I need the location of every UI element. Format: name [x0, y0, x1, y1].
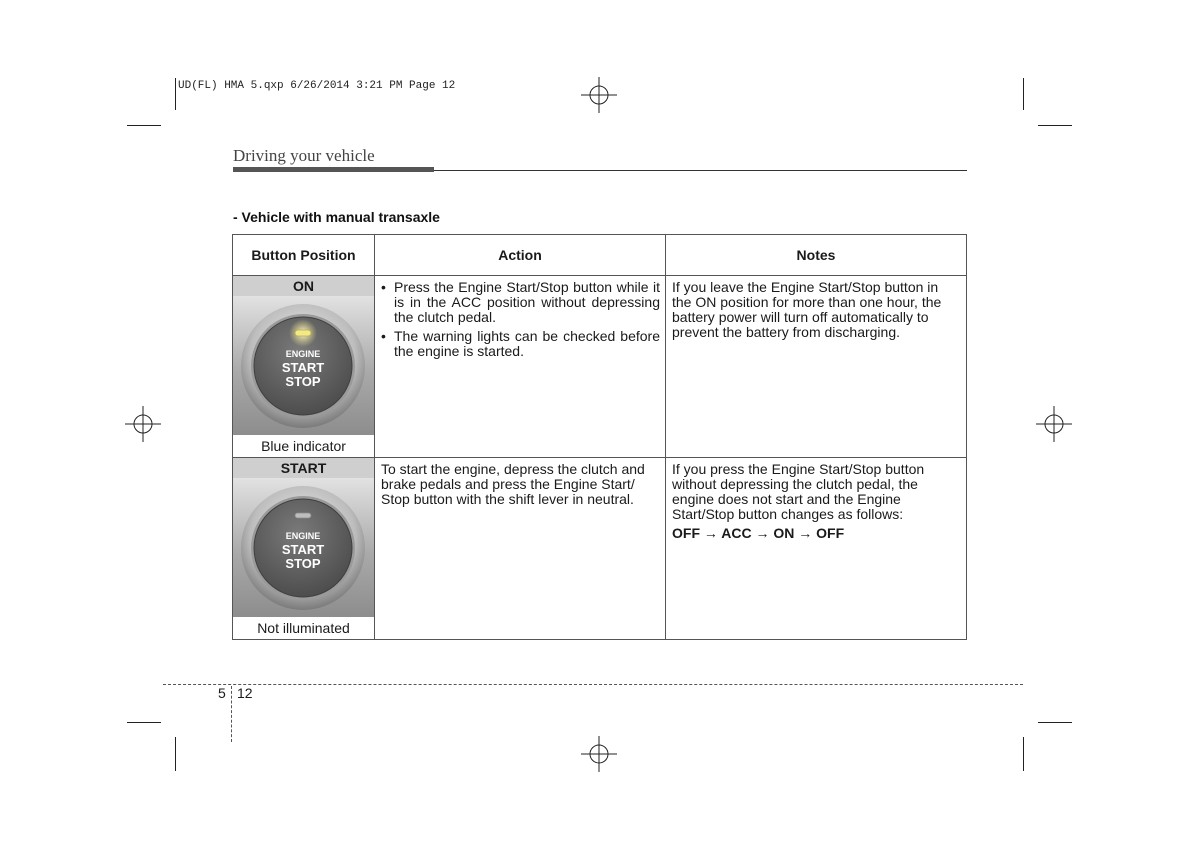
position-cell — [233, 276, 375, 458]
list-item: • The warning lights can be checked before the engine is started. — [381, 329, 660, 359]
button-text-stop: STOP — [285, 374, 321, 389]
button-text-start: START — [281, 542, 325, 557]
engine-button-image — [233, 478, 374, 617]
title-rule-dark — [233, 167, 434, 172]
print-slug: UD(FL) HMA 5.qxp 6/26/2014 3:21 PM Page 12 — [178, 80, 456, 92]
position-cell — [233, 458, 375, 640]
crop-mark — [1038, 125, 1072, 126]
indicator-caption: Blue indicator — [233, 435, 374, 457]
footer-dashed-divider — [231, 686, 232, 742]
section-title: Driving your vehicle — [233, 146, 375, 165]
engine-button-image — [233, 296, 374, 435]
table-row — [233, 276, 967, 458]
notes-text: If you press the Engine Start/Stop button without depressing the clutch pedal, the engine does not start and the Engine Start/Stop button changes as follows: — [672, 461, 925, 522]
crop-mark — [127, 125, 161, 126]
action-cell — [375, 458, 666, 640]
action-list — [381, 280, 660, 359]
header-button-position: Button Position — [233, 235, 375, 276]
title-rule-thin — [434, 170, 967, 171]
crop-mark — [175, 78, 176, 110]
notes-cell — [666, 458, 967, 640]
position-label: START — [233, 458, 374, 478]
page-number: 12 — [237, 685, 253, 701]
subheading: - Vehicle with manual transaxle — [233, 209, 440, 225]
crop-mark — [1038, 722, 1072, 723]
button-text-engine: ENGINE — [285, 349, 321, 359]
crop-mark — [175, 737, 176, 771]
registration-mark-icon — [581, 736, 617, 772]
button-position-table — [232, 234, 967, 640]
action-text: To start the engine, depress the clutch and brake pedals and press the Engine Start/ Stop button with the shift lever in neutral. — [381, 461, 645, 507]
state-sequence: OFF → ACC → ON → OFF — [672, 525, 845, 541]
table-header-row — [233, 235, 967, 276]
indicator-caption: Not illuminated — [233, 617, 374, 639]
crop-mark — [127, 722, 161, 723]
footer-dashed-rule — [163, 684, 1023, 685]
registration-mark-icon — [581, 77, 617, 113]
crop-mark — [1023, 78, 1024, 110]
position-label: ON — [233, 276, 374, 296]
registration-mark-icon — [125, 406, 161, 442]
action-cell — [375, 276, 666, 458]
header-action: Action — [375, 235, 666, 276]
list-item: • Press the Engine Start/Stop button while it is in the ACC position without depressing the clutch pedal. — [381, 280, 660, 325]
registration-mark-icon — [1036, 406, 1072, 442]
button-text-stop: STOP — [285, 556, 321, 571]
crop-mark — [1023, 737, 1024, 771]
table-row — [233, 458, 967, 640]
button-text-start: START — [281, 360, 325, 375]
button-text-engine: ENGINE — [285, 531, 321, 541]
header-notes: Notes — [666, 235, 967, 276]
chapter-number: 5 — [218, 685, 226, 701]
notes-text: If you leave the Engine Start/Stop button in the ON position for more than one hour, the battery power will turn off automatically to prevent the battery from discharging. — [672, 279, 942, 340]
notes-cell — [666, 276, 967, 458]
